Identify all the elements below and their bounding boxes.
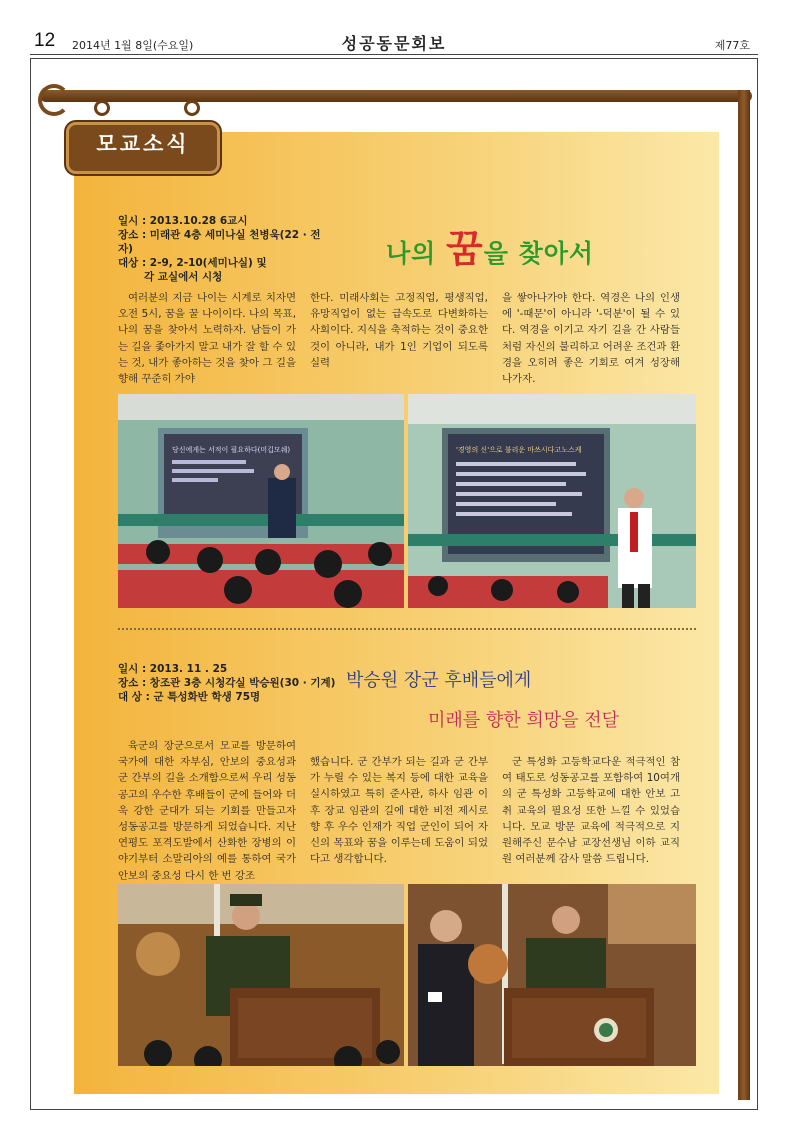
section-sign-label: 모교소식: [96, 132, 190, 156]
article2-column-1: 육군의 장군으로서 모교를 방문하여 국가에 대한 자부심, 안보의 중요성과 군 간부의 길을 소개함으로써 우리 성동공고의 우수한 후배들이 군에 들어와 더욱 강한 군대가 되는 기회를 만들고자 성동공고를 방문하게 되었습니다. 지난 연평도 포격도발에서 산화한 장병의 이야기부터 소말리아의 예를 통하여 국가 안보의 중요성 다시 한 번 강조: [118, 740, 296, 882]
general-speech-photo-right: [408, 884, 696, 1066]
wooden-pole: [738, 90, 750, 1100]
meta-line: 장소 : 창조관 3층 시청각실 박승원(30 · 기계): [118, 677, 336, 689]
issue-date: 2014년 1월 8일(수요일): [72, 39, 194, 52]
meta-line: 대 상 : 군 특성화반 학생 75명: [118, 691, 261, 703]
article1-column-1: 여러분의 지금 나이는 시계로 치자면 오전 5시, 꿈을 꿀 나이이다. 나의 목표, 나의 꿈을 찾아서 노력하자. 남들이 가는 길을 좇아가지 말고 내가 잘 할 수 있는 것, 내가 좋아하는 것을 찾아 그 길을 향해 꾸준히 가야: [118, 292, 296, 386]
hook-icon: [184, 100, 200, 116]
newspaper-title: 성공동문회보: [341, 34, 447, 53]
title-emphasis: 꿈: [446, 227, 484, 271]
hanging-rod: [40, 90, 752, 102]
meta-line: 일시 : 2013. 11 . 25: [118, 663, 228, 675]
article1-column-3: 을 쌓아나가야 한다. 역경은 나의 인생에 '-때문'이 아니라 '-덕분'이 될 수 있다. 역경을 이기고 자기 길을 간 사람들처럼 자신의 불리하고 어려운 조건과 환경을 오히려 좋은 기회로 여겨 성장해 나가자.: [502, 292, 680, 386]
title-part: 나의: [386, 239, 447, 268]
meta-line: 대상 : 2-9, 2-10(세미나실) 및: [118, 257, 267, 269]
article2-title-line2: 미래를 향한 희망을 전달: [428, 710, 620, 731]
article1-column-2: 한다. 미래사회는 고정직업, 평생직업, 유망직업이 없는 급속도로 다변화하는 사회이다. 지식을 축적하는 것이 중요한 것이 아니라, 내가 1인 기업이 되도록 실력: [310, 292, 488, 369]
meta-line: 일시 : 2013.10.28 6교시: [118, 215, 248, 227]
article2-column-2: 했습니다. 군 간부가 되는 길과 군 간부가 누릴 수 있는 복지 등에 대한 교육을 실시하였고 특히 준사관, 하사 임관 이후 장교 임관의 길에 대한 비전 제시로 향 후 우수 인재가 직업 군인이 되어 자신의 목표와 꿈을 이루는데 도움이 되었다고 생각합니다.: [310, 756, 488, 866]
section-divider: [118, 628, 696, 630]
lecture-photo-right: [408, 394, 696, 608]
screen-text: 당신에게는 서적이 필요하다(미깁모쉐): [172, 446, 291, 454]
meta-line: 각 교실에서 시청: [144, 271, 223, 283]
lecture-photo-left: [118, 394, 404, 608]
general-speech-photo-left: [118, 884, 404, 1066]
article2-column-3: 군 특성화 고등학교다운 적극적인 참여 태도로 성동공고를 포함하여 10여개의 군 특성화 고등학교에 대한 안보 고취 교육의 필요성 또한 느낄 수 있었습니다. 모교 방문 교육에 적극적으로 지원해주신 문수남 교장선생님 이하 교직원 여러분께 감사 말씀 드립니다.: [502, 756, 680, 866]
header-rule: [30, 54, 758, 55]
hook-icon: [94, 100, 110, 116]
article2-title-line1: 박승원 장군 후배들에게: [346, 670, 532, 691]
article1-meta: [118, 214, 328, 284]
meta-line: 장소 : 미래관 4층 세미나실 천병욱(22 · 전자): [118, 229, 321, 255]
article1-title: [386, 218, 594, 273]
page-number: 12: [34, 30, 56, 51]
article2-meta: [118, 662, 338, 704]
issue-number: 제77호: [714, 39, 750, 52]
rod-curl-ornament: [38, 84, 70, 116]
screen-text: '경영의 신'으로 불리운 마쓰시다고노스케: [456, 446, 582, 454]
title-part: 을 찾아서: [483, 239, 595, 268]
